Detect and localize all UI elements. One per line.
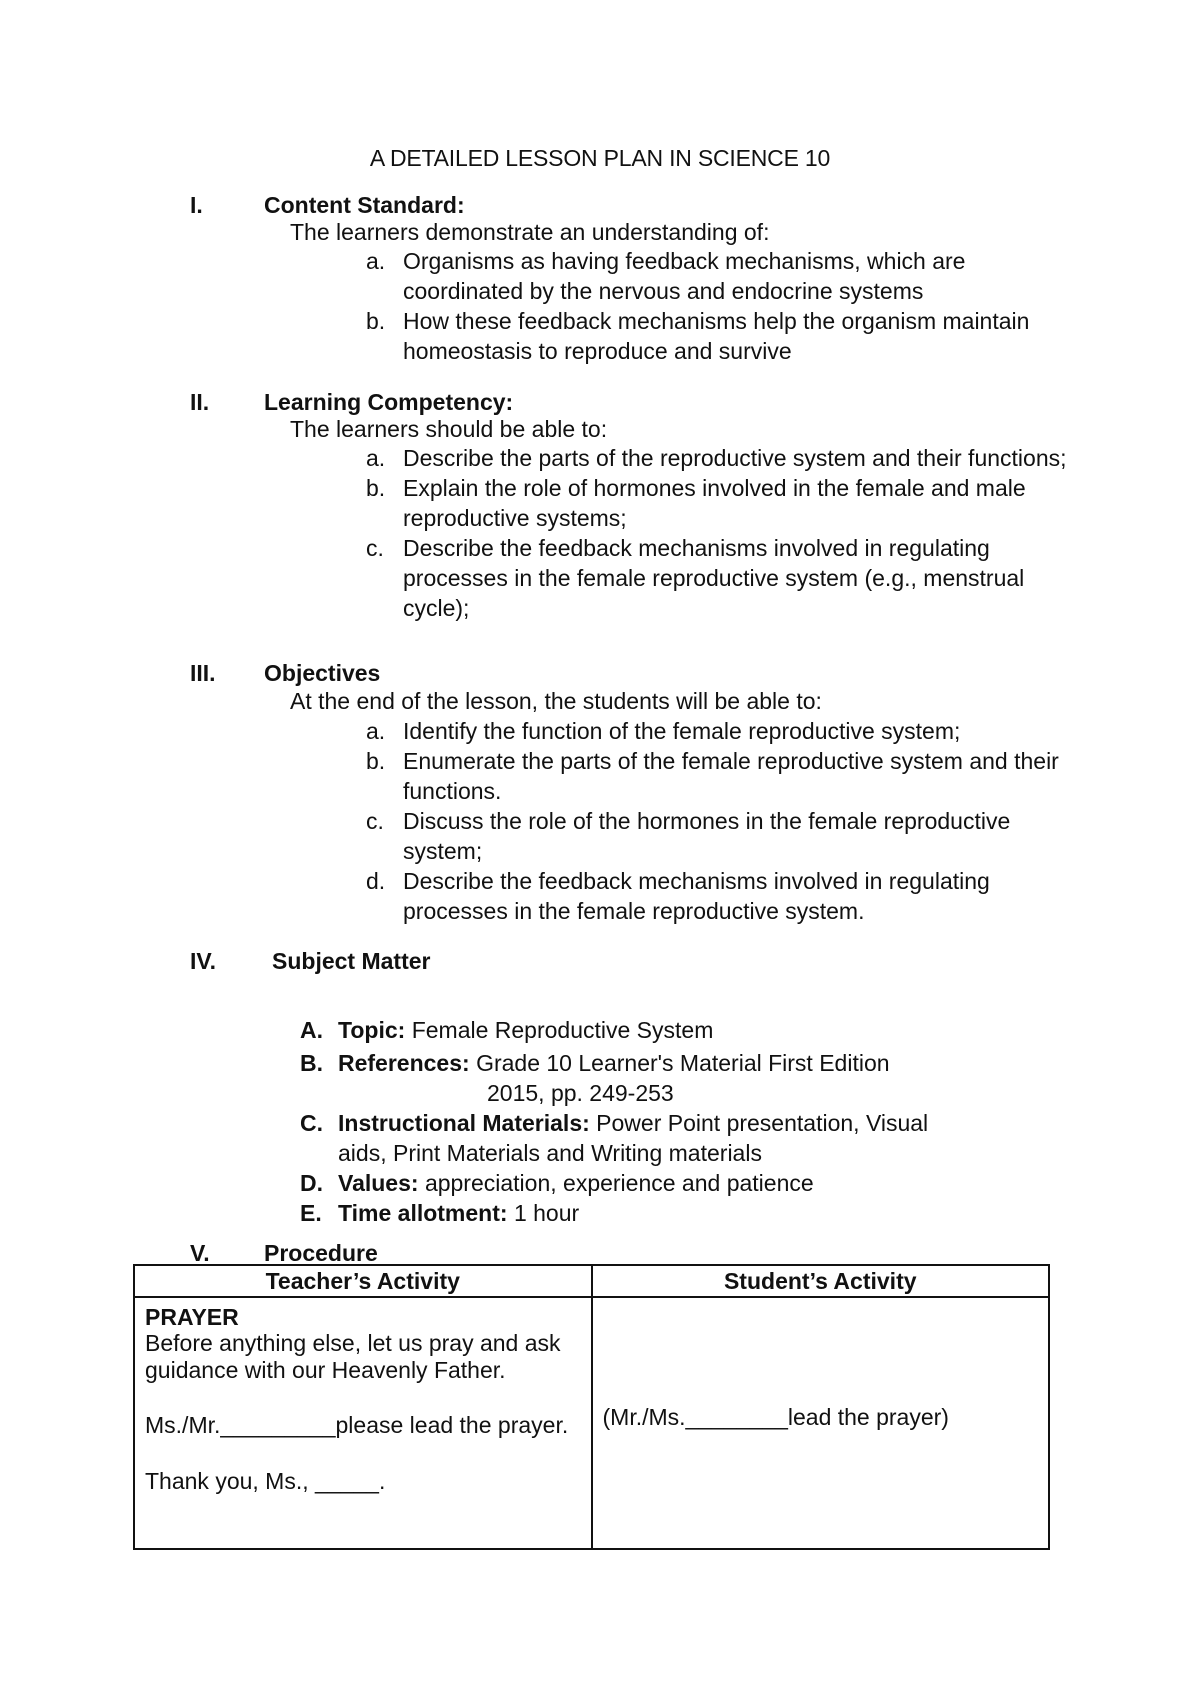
- list-item: [190, 866, 1090, 926]
- list-marker: E.: [300, 1200, 322, 1226]
- list-marker: b.: [366, 308, 386, 334]
- column-header-teacher: Teacher’s Activity: [134, 1265, 592, 1297]
- section-intro: At the end of the lesson, the students will be able to:: [290, 688, 822, 714]
- item-value: Female Reproductive System: [411, 1017, 714, 1043]
- subject-matter-list: [300, 1015, 1120, 1228]
- section-title: Subject Matter: [272, 948, 431, 974]
- list-marker: D.: [300, 1170, 323, 1196]
- list-item-text: Organisms as having feedback mechanisms, which are coordinated by the nervous and endocrine systems: [403, 248, 966, 304]
- item-value: Power Point presentation, Visual aids, Print Materials and Writing materials: [338, 1110, 929, 1166]
- student-line: (Mr./Ms.________lead the prayer): [602, 1404, 949, 1430]
- section-number: V.: [190, 1240, 210, 1266]
- activity-heading: PRAYER: [145, 1304, 239, 1330]
- section-intro: The learners should be able to:: [290, 416, 608, 442]
- section-heading: [190, 946, 1090, 976]
- item-label: Topic:: [338, 1017, 406, 1043]
- list-item: [190, 473, 1090, 533]
- list-marker: A.: [300, 1017, 323, 1043]
- section-heading: [190, 190, 1090, 220]
- list-item-text: Describe the parts of the reproductive system and their functions;: [403, 445, 1067, 471]
- section-objectives: [190, 658, 1090, 926]
- section-subject-matter: [190, 946, 1090, 976]
- teacher-activity-cell: [134, 1297, 592, 1549]
- learning-competency-list: [190, 443, 1090, 623]
- subject-item-values: [300, 1168, 1120, 1198]
- item-label: Instructional Materials:: [338, 1110, 590, 1136]
- item-label: Time allotment:: [338, 1200, 508, 1226]
- section-title: Procedure: [264, 1240, 378, 1266]
- procedure-table: [133, 1264, 1050, 1550]
- section-title: Learning Competency:: [264, 389, 514, 415]
- column-header-student: Student’s Activity: [592, 1265, 1050, 1297]
- teacher-line: Ms./Mr._________please lead the prayer.: [145, 1412, 569, 1438]
- section-heading: [190, 387, 1090, 417]
- student-activity-cell: [592, 1297, 1050, 1549]
- list-marker: c.: [366, 808, 384, 834]
- objectives-list: [190, 716, 1090, 926]
- list-item-text: Describe the feedback mechanisms involved in regulating processes in the female reproductive system (e.g., menstrual cycle);: [403, 535, 1025, 621]
- list-marker: b.: [366, 748, 386, 774]
- list-item-text: Identify the function of the female reproductive system;: [403, 718, 961, 744]
- list-marker: a.: [366, 445, 386, 471]
- section-title: Objectives: [264, 660, 381, 686]
- list-item-text: Discuss the role of the hormones in the female reproductive system;: [403, 808, 1011, 864]
- content-standard-list: [190, 246, 1090, 366]
- list-item: [190, 533, 1090, 623]
- list-item-text: Describe the feedback mechanisms involved in regulating processes in the female reproductive system.: [403, 868, 990, 924]
- table-header-row: [134, 1265, 1049, 1297]
- list-item: [190, 716, 1090, 746]
- item-label: Values:: [338, 1170, 419, 1196]
- teacher-line: Thank you, Ms., _____.: [145, 1468, 386, 1494]
- item-value: Grade 10 Learner's Material First Edition: [476, 1050, 890, 1076]
- subject-item-time: [300, 1198, 1120, 1228]
- section-intro: The learners demonstrate an understanding of:: [290, 219, 770, 245]
- item-value: 1 hour: [513, 1200, 580, 1226]
- item-value-continued: 2015, pp. 249-253: [487, 1080, 674, 1106]
- item-label: References:: [338, 1050, 470, 1076]
- list-item-text: Enumerate the parts of the female reproductive system and their functions.: [403, 748, 1059, 804]
- list-marker: B.: [300, 1050, 323, 1076]
- list-marker: a.: [366, 248, 386, 274]
- list-item: [190, 806, 1090, 866]
- subject-item-topic: [300, 1015, 1120, 1045]
- list-marker: d.: [366, 868, 386, 894]
- list-marker: c.: [366, 535, 384, 561]
- list-item-text: Explain the role of hormones involved in the female and male reproductive systems;: [403, 475, 1026, 531]
- list-item: [190, 443, 1090, 473]
- list-marker: b.: [366, 475, 386, 501]
- section-number: IV.: [190, 948, 217, 974]
- section-number: III.: [190, 660, 216, 686]
- list-marker: C.: [300, 1110, 323, 1136]
- teacher-line: Before anything else, let us pray and ask guidance with our Heavenly Father.: [145, 1330, 561, 1383]
- section-content-standard: [190, 190, 1090, 366]
- item-value: appreciation, experience and patience: [424, 1170, 814, 1196]
- section-number: I.: [190, 192, 203, 218]
- subject-item-materials: [300, 1108, 958, 1168]
- list-item: [190, 246, 1090, 306]
- list-item: [190, 746, 1090, 806]
- list-marker: a.: [366, 718, 386, 744]
- list-item-text: How these feedback mechanisms help the organism maintain homeostasis to reproduce and survive: [403, 308, 1030, 364]
- table-row: [134, 1297, 1049, 1549]
- list-item: [190, 306, 1090, 366]
- subject-item-references: [300, 1048, 1120, 1108]
- section-heading: [190, 658, 1090, 688]
- section-number: II.: [190, 389, 210, 415]
- section-learning-competency: [190, 387, 1090, 623]
- document-title: A DETAILED LESSON PLAN IN SCIENCE 10: [369, 145, 831, 171]
- section-title: Content Standard:: [264, 192, 465, 218]
